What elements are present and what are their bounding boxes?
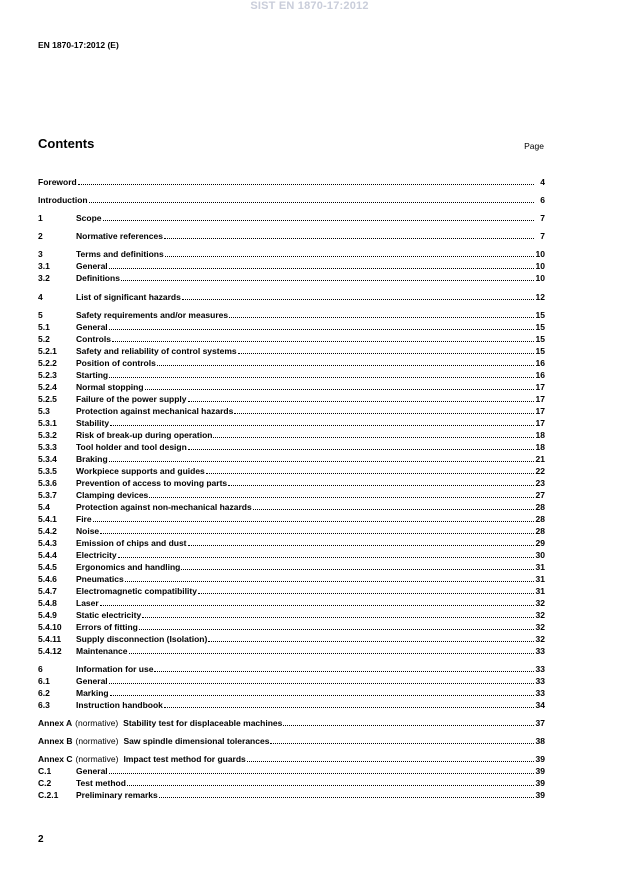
- dot-leader: [182, 298, 534, 300]
- toc-number: 5.3.2: [38, 430, 57, 440]
- toc-number: 5.2: [38, 334, 50, 344]
- dot-leader: [129, 652, 535, 654]
- toc-number: 3: [38, 249, 43, 259]
- toc-entry[interactable]: [38, 608, 545, 620]
- toc-title: Pneumatics: [76, 574, 124, 584]
- toc-title: Saw spindle dimensional tolerances: [123, 736, 270, 746]
- contents-title: Contents: [38, 136, 95, 151]
- toc-page: 16: [535, 370, 545, 380]
- dot-leader: [109, 328, 534, 330]
- toc-number: 5.4.11: [38, 634, 62, 644]
- toc-title: Test method: [76, 778, 126, 788]
- dot-leader: [165, 255, 534, 257]
- toc-entry[interactable]: [38, 500, 545, 512]
- toc-number: 3.1: [38, 261, 50, 271]
- toc-page: 33: [535, 688, 545, 698]
- dot-leader: [103, 219, 534, 221]
- toc-entry[interactable]: [38, 686, 545, 698]
- dot-leader: [188, 400, 534, 402]
- dot-leader: [283, 724, 534, 726]
- toc-page: 17: [535, 418, 545, 428]
- dot-leader: [181, 568, 534, 570]
- toc-number: 5.4.12: [38, 646, 62, 656]
- toc-page: 15: [535, 346, 545, 356]
- toc-entry[interactable]: [38, 674, 545, 686]
- toc-entry[interactable]: [38, 428, 545, 440]
- toc-page: 28: [535, 514, 545, 524]
- toc-page: 30: [535, 550, 545, 560]
- dot-leader: [208, 640, 534, 642]
- toc-title: Scope: [76, 213, 102, 223]
- toc-page: 18: [535, 430, 545, 440]
- toc-title: Prevention of access to moving parts: [76, 478, 228, 488]
- toc-entry[interactable]: [38, 344, 545, 356]
- toc-title: Normal stopping: [76, 382, 144, 392]
- dot-leader: [206, 472, 534, 474]
- toc-page: 7: [540, 231, 545, 241]
- toc-number: 5.4.2: [38, 526, 57, 536]
- toc-page: 33: [535, 646, 545, 656]
- toc-number: 5.3.5: [38, 466, 57, 476]
- toc-entry[interactable]: [38, 488, 545, 500]
- toc-number: 5.4.7: [38, 586, 57, 596]
- toc-number: C.2: [38, 778, 52, 788]
- toc-entry[interactable]: [38, 229, 545, 241]
- dot-leader: [198, 592, 534, 594]
- toc-title: Normative references: [76, 231, 163, 241]
- dot-leader: [139, 628, 534, 630]
- toc-entry[interactable]: [38, 572, 545, 584]
- page-column-label: Page: [524, 141, 544, 151]
- toc-number: 5.4.9: [38, 610, 57, 620]
- toc-title: Fire: [76, 514, 92, 524]
- toc-page: 17: [535, 394, 545, 404]
- toc-number: 5.2.5: [38, 394, 57, 404]
- toc-title: Introduction: [38, 195, 88, 205]
- toc-entry[interactable]: [38, 271, 545, 283]
- toc-entry[interactable]: [38, 512, 545, 524]
- annex-label: Annex B: [38, 736, 73, 746]
- dot-leader: [110, 424, 534, 426]
- toc-entry[interactable]: [38, 776, 545, 788]
- dot-leader: [228, 484, 534, 486]
- toc-number: 5.3.3: [38, 442, 57, 452]
- toc-title: Tool holder and tool design: [76, 442, 187, 452]
- dot-leader: [127, 784, 534, 786]
- toc-title: Position of controls: [76, 358, 156, 368]
- dot-leader: [270, 742, 534, 744]
- toc-number: 5.4.4: [38, 550, 57, 560]
- watermark: SIST EN 1870-17:2012: [250, 0, 369, 12]
- toc-number: 5.4.6: [38, 574, 57, 584]
- toc-page: 7: [540, 213, 545, 223]
- toc-page: 38: [535, 736, 545, 746]
- annex-label: Annex C: [38, 754, 73, 764]
- toc-page: 22: [535, 466, 545, 476]
- toc-title: Braking: [76, 454, 108, 464]
- toc-page: 32: [535, 622, 545, 632]
- document-header: EN 1870-17:2012 (E): [38, 40, 119, 50]
- toc-entry[interactable]: [38, 524, 545, 536]
- toc-number: 6: [38, 664, 43, 674]
- toc-entry[interactable]: [38, 380, 545, 392]
- toc-title: Static electricity: [76, 610, 142, 620]
- toc-page: 31: [535, 562, 545, 572]
- toc-number: 5.2.2: [38, 358, 57, 368]
- dot-leader: [229, 316, 534, 318]
- toc-number: 1: [38, 213, 43, 223]
- toc-entry[interactable]: [38, 404, 545, 416]
- toc-number: 6.1: [38, 676, 50, 686]
- toc-title: Electricity: [76, 550, 117, 560]
- toc-entry[interactable]: [38, 548, 545, 560]
- dot-leader: [121, 279, 534, 281]
- toc-number: 5.4.5: [38, 562, 57, 572]
- toc-page: 28: [535, 526, 545, 536]
- toc-title: Safety and reliability of control systems: [76, 346, 237, 356]
- toc-title: Definitions: [76, 273, 120, 283]
- dot-leader: [164, 706, 534, 708]
- toc-entry[interactable]: [38, 464, 545, 476]
- toc-page: 21: [535, 454, 545, 464]
- toc-entry[interactable]: [38, 620, 545, 632]
- toc-entry[interactable]: [38, 644, 545, 656]
- toc-page: 39: [535, 766, 545, 776]
- toc-entry[interactable]: [38, 752, 545, 764]
- toc-title: Safety requirements and/or measures: [76, 310, 229, 320]
- toc-entry[interactable]: [38, 596, 545, 608]
- dot-leader: [100, 604, 534, 606]
- toc-title: General: [76, 766, 108, 776]
- toc-title: Terms and definitions: [76, 249, 164, 259]
- toc-number: 5.3.1: [38, 418, 57, 428]
- toc-number: 6.2: [38, 688, 50, 698]
- dot-leader: [157, 364, 534, 366]
- toc-entry[interactable]: [38, 368, 545, 380]
- toc-title: Laser: [76, 598, 99, 608]
- toc-page: 27: [535, 490, 545, 500]
- toc-page: 32: [535, 598, 545, 608]
- toc-entry[interactable]: [38, 698, 545, 710]
- toc-page: 29: [535, 538, 545, 548]
- dot-leader: [100, 532, 534, 534]
- toc-page: 31: [535, 574, 545, 584]
- toc-title: Risk of break-up during operation: [76, 430, 213, 440]
- dot-leader: [110, 694, 534, 696]
- toc-page: 12: [535, 292, 545, 302]
- toc-page: 37: [535, 718, 545, 728]
- toc-title: General: [76, 676, 108, 686]
- dot-leader: [78, 183, 534, 185]
- annex-type: (normative): [75, 754, 119, 764]
- annex-label: Annex A: [38, 718, 73, 728]
- toc-page: 39: [535, 754, 545, 764]
- toc-page: 4: [540, 177, 545, 187]
- toc-entry[interactable]: [38, 716, 545, 728]
- dot-leader: [145, 388, 534, 390]
- toc-title: General: [76, 322, 108, 332]
- dot-leader: [112, 340, 534, 342]
- toc-page: 39: [535, 790, 545, 800]
- toc-entry[interactable]: [38, 584, 545, 596]
- toc-page: 10: [535, 273, 545, 283]
- toc-number: 3.2: [38, 273, 50, 283]
- toc-entry[interactable]: [38, 632, 545, 644]
- annex-type: (normative): [75, 718, 119, 728]
- toc-title: Impact test method for guards: [123, 754, 246, 764]
- dot-leader: [238, 352, 534, 354]
- dot-leader: [188, 544, 534, 546]
- dot-leader: [109, 376, 534, 378]
- dot-leader: [188, 448, 534, 450]
- dot-leader: [118, 556, 534, 558]
- toc-number: 5.2.1: [38, 346, 57, 356]
- toc-page: 34: [535, 700, 545, 710]
- toc-entry[interactable]: [38, 662, 545, 674]
- toc-number: 5.4.3: [38, 538, 57, 548]
- toc-entry[interactable]: [38, 560, 545, 572]
- toc-number: 5.3.6: [38, 478, 57, 488]
- toc-number: 6.3: [38, 700, 50, 710]
- toc-page: 10: [535, 261, 545, 271]
- toc-page: 32: [535, 634, 545, 644]
- toc-title: List of significant hazards: [76, 292, 181, 302]
- dot-leader: [247, 760, 534, 762]
- toc-number: 5.2.3: [38, 370, 57, 380]
- toc-entry[interactable]: [38, 290, 545, 302]
- toc-entry[interactable]: [38, 308, 545, 320]
- toc-page: 39: [535, 778, 545, 788]
- toc-number: C.1: [38, 766, 52, 776]
- toc-number: 5.1: [38, 322, 50, 332]
- toc-title: Stability test for displaceable machines: [123, 718, 283, 728]
- toc-title: Maintenance: [76, 646, 128, 656]
- toc-title: Failure of the power supply: [76, 394, 187, 404]
- dot-leader: [253, 508, 534, 510]
- toc-entry[interactable]: [38, 247, 545, 259]
- toc-number: 5.3: [38, 406, 50, 416]
- toc-entry[interactable]: [38, 259, 545, 271]
- toc-title: Protection against non-mechanical hazards: [76, 502, 252, 512]
- toc-entry[interactable]: [38, 788, 545, 800]
- toc-number: 5.4.1: [38, 514, 57, 524]
- dot-leader: [164, 237, 534, 239]
- toc-title: Noise: [76, 526, 100, 536]
- toc-entry[interactable]: [38, 175, 545, 187]
- toc-entry[interactable]: [38, 332, 545, 344]
- toc-page: 17: [535, 406, 545, 416]
- toc-page: 6: [540, 195, 545, 205]
- dot-leader: [125, 580, 534, 582]
- toc-page: 15: [535, 334, 545, 344]
- toc-title: Controls: [76, 334, 111, 344]
- toc-title: Errors of fitting: [76, 622, 138, 632]
- toc-title: Clamping devices: [76, 490, 149, 500]
- toc-entry[interactable]: [38, 734, 545, 746]
- toc-entry[interactable]: [38, 356, 545, 368]
- toc-page: 23: [535, 478, 545, 488]
- toc-number: C.2.1: [38, 790, 59, 800]
- toc-number: 5.3.7: [38, 490, 57, 500]
- toc-title: General: [76, 261, 108, 271]
- toc-page: 15: [535, 322, 545, 332]
- toc-page: 16: [535, 358, 545, 368]
- dot-leader: [234, 412, 534, 414]
- toc-title: Emission of chips and dust: [76, 538, 187, 548]
- toc-page: 28: [535, 502, 545, 512]
- toc-number: 5.4.10: [38, 622, 62, 632]
- toc-entry[interactable]: [38, 392, 545, 404]
- dot-leader: [109, 682, 534, 684]
- toc-page: 10: [535, 249, 545, 259]
- toc-page: 15: [535, 310, 545, 320]
- toc-title: Foreword: [38, 177, 77, 187]
- dot-leader: [89, 201, 534, 203]
- toc-entry[interactable]: [38, 416, 545, 428]
- toc-entry[interactable]: [38, 536, 545, 548]
- toc-entry[interactable]: [38, 320, 545, 332]
- toc-title: Electromagnetic compatibility: [76, 586, 197, 596]
- dot-leader: [159, 796, 534, 798]
- toc-entry[interactable]: [38, 211, 545, 223]
- toc-title: Marking: [76, 688, 109, 698]
- toc-entry[interactable]: [38, 440, 545, 452]
- toc-number: 5.4.8: [38, 598, 57, 608]
- toc-number: 5: [38, 310, 43, 320]
- dot-leader: [213, 436, 534, 438]
- toc-entry[interactable]: [38, 476, 545, 488]
- dot-leader: [109, 772, 534, 774]
- annex-type: (normative): [75, 736, 119, 746]
- dot-leader: [149, 496, 534, 498]
- toc-number: 5.2.4: [38, 382, 57, 392]
- toc-title: Preliminary remarks: [76, 790, 158, 800]
- toc-page: 33: [535, 664, 545, 674]
- toc-page: 33: [535, 676, 545, 686]
- toc-title: Information for use: [76, 664, 154, 674]
- toc-entry[interactable]: [38, 452, 545, 464]
- toc-title: Stability: [76, 418, 110, 428]
- toc-page: 17: [535, 382, 545, 392]
- toc-title: Protection against mechanical hazards: [76, 406, 234, 416]
- toc-page: 18: [535, 442, 545, 452]
- toc-title: Instruction handbook: [76, 700, 163, 710]
- dot-leader: [109, 460, 534, 462]
- toc-number: 2: [38, 231, 43, 241]
- toc-number: 5.4: [38, 502, 50, 512]
- toc-number: 4: [38, 292, 43, 302]
- toc-title: Ergonomics and handling: [76, 562, 181, 572]
- toc-number: 5.3.4: [38, 454, 57, 464]
- toc-entry[interactable]: [38, 764, 545, 776]
- page-number: 2: [38, 834, 44, 845]
- toc-page: 32: [535, 610, 545, 620]
- dot-leader: [93, 520, 534, 522]
- dot-leader: [142, 616, 534, 618]
- toc-title: Supply disconnection (Isolation): [76, 634, 208, 644]
- toc-title: Workpiece supports and guides: [76, 466, 205, 476]
- toc-title: Starting: [76, 370, 109, 380]
- toc-page: 31: [535, 586, 545, 596]
- dot-leader: [109, 267, 534, 269]
- dot-leader: [154, 670, 534, 672]
- toc-entry[interactable]: [38, 193, 545, 205]
